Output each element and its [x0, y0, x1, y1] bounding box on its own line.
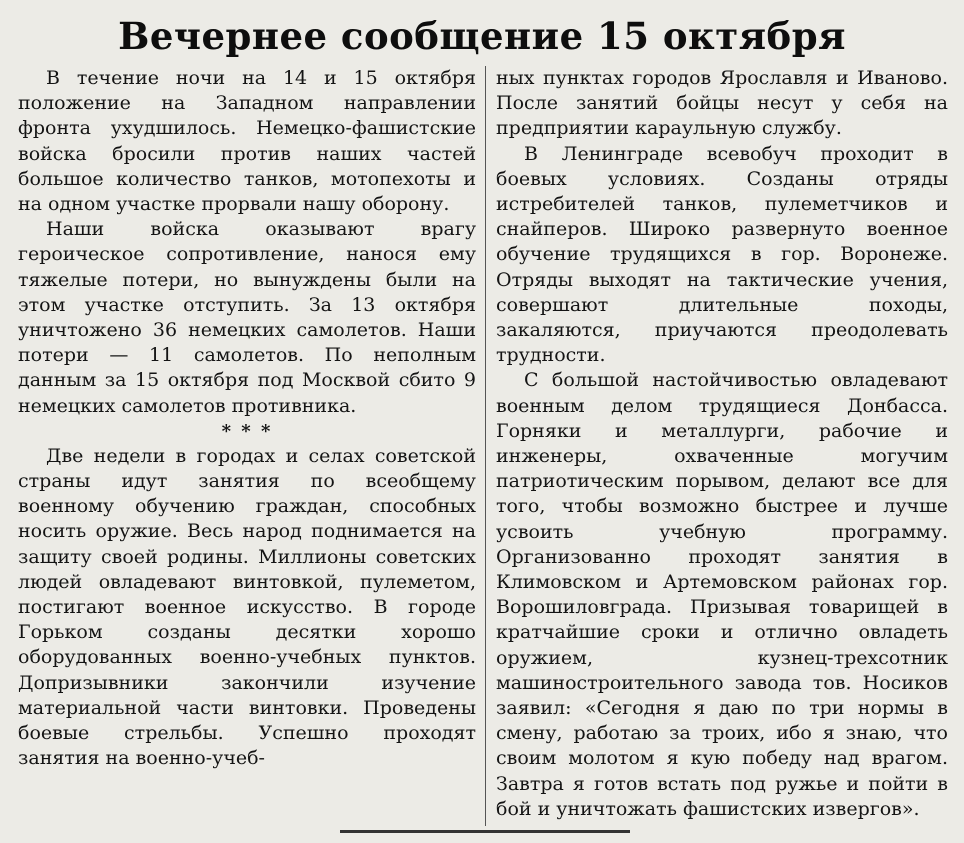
- headline: Вечернее сообщение 15 октября: [118, 14, 846, 58]
- right-paragraph-3: С большой настойчивостью овладевают военным делом трудящиеся Донбасса. Горняки и металлурги, рабочие и инженеры, охваченные могучим патриотическим порывом, делают все для того, чтобы возможно быстрее и лучше усвоить учебную программу. Организованно проходят занятия в Климовском и Артемовском районах гор. Ворошиловграда. Призывая товарищей в кратчайшие сроки и отлично овладеть оружием, кузнец-трехсотник машиностроительного завода тов. Носиков заявил: «Сегодня я даю по три нормы в смену, работаю за троих, ибо я знаю, что своим молотом я кую победу над врагом. Завтра я готов встать под ружье и пойти в бой и уничтожать фашистских извергов».: [496, 369, 948, 820]
- section-separator: * * *: [221, 420, 273, 442]
- left-paragraph-3: Две недели в городах и селах советской страны идут занятия по всеобщему военному обучению граждан, способных носить оружие. Весь народ поднимается на защиту своей родины. Миллионы советских людей овладевают винтовкой, пулеметом, постигают военное искусство. В городе Горьком созданы десятки хорошо оборудованных военно-учебных пунктов. Допризывники закончили изучение материальной части винтовки. Проведены боевые стрельбы. Успешно проходят занятия на военно-учеб-: [18, 444, 476, 770]
- right-column: [496, 66, 948, 822]
- left-paragraph-1: В течение ночи на 14 и 15 октября положение на Западном направлении фронта ухудшилось. Немецко-фашистские войска бросили против наших частей большое количество танков, мотопехоты и на одном участке прорвали нашу оборону.: [18, 67, 476, 216]
- column-divider: [485, 66, 486, 826]
- left-column: [18, 66, 476, 771]
- right-paragraph-2: В Ленинграде всевобуч проходит в боевых условиях. Созданы отряды истребителей танков, пулеметчиков и снайперов. Широко развернуто военное обучение трудящихся в гор. Воронеже. Отряды выходят на тактические учения, совершают длительные походы, закаляются, приучаются преодолевать трудности.: [496, 142, 948, 367]
- bottom-rule: [340, 830, 630, 833]
- left-paragraph-2: Наши войска оказывают врагу героическое сопротивление, нанося ему тяжелые потери, но вынуждены были на этом участке отступить. За 13 октября уничтожено 36 немецких самолетов. Наши потери — 11 самолетов. По неполным данным за 15 октября под Москвой сбито 9 немецких самолетов противника.: [18, 218, 476, 417]
- right-paragraph-1: ных пунктах городов Ярославля и Иваново. После занятий бойцы несут у себя на предприятии караульную службу.: [496, 67, 948, 140]
